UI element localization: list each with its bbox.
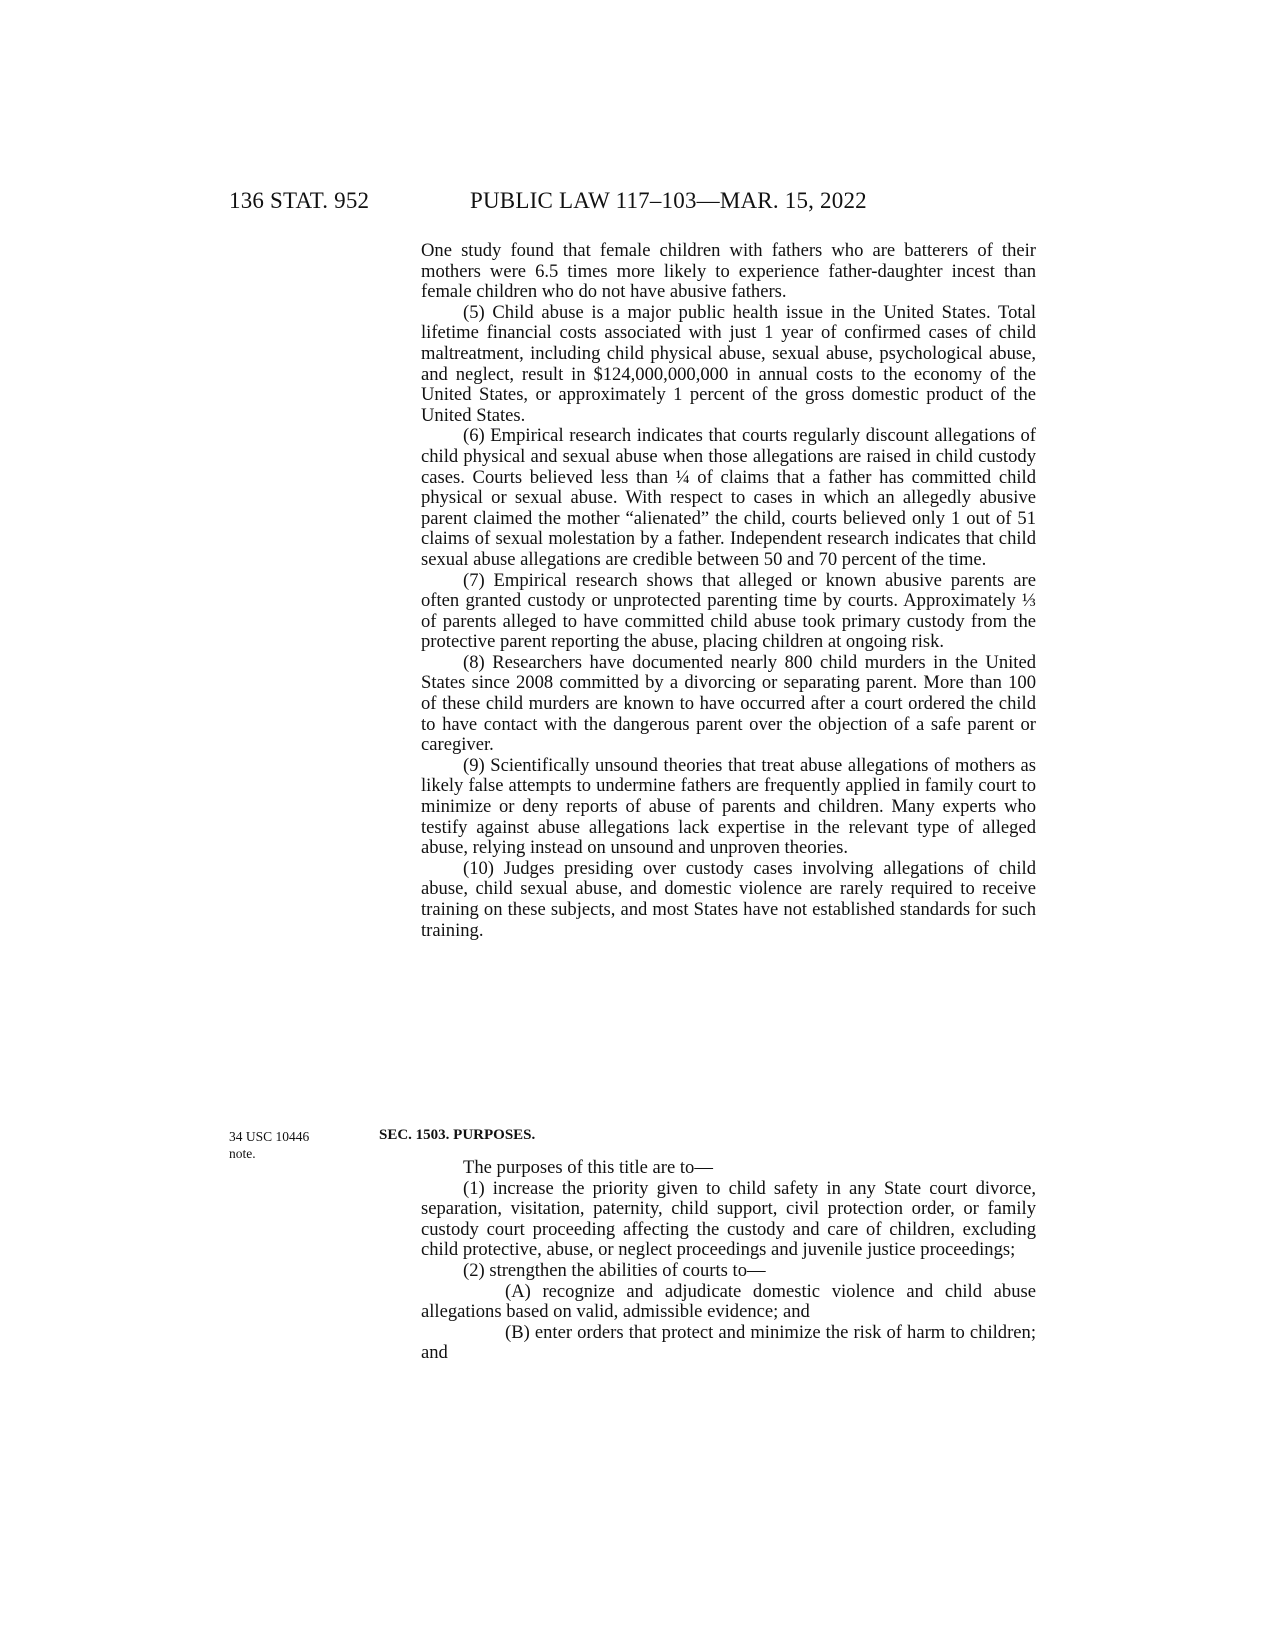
page-stat-reference: 136 STAT. 952 — [229, 188, 370, 213]
finding-9: (9) Scientifically unsound theories that treat abuse allegations of mothers as likely false attempts to undermine fathers are frequently applied in family court to minimize or deny reports of abuse of parents and children. Many experts who testify against abuse allegations lack expertise in the relevant type of alleged abuse, relying instead on unsound and unproven theories. — [421, 754, 1036, 859]
finding-6: (6) Empirical research indicates that courts regularly discount allegations of child physical and sexual abuse when those allegations are raised in child custody cases. Courts believed less than ¼ of claims that a father has committed child physical or sexual abuse. With respect to cases in which an allegedly abusive parent claimed the mother “alienated” the child, courts believed only 1 out of 51 claims of sexual molestation by a father. Independent research indicates that child sexual abuse allegations are credible between 50 and 70 percent of the time. — [421, 425, 1036, 570]
purposes-body — [421, 1158, 1036, 1364]
finding-7: (7) Empirical research shows that alleged or known abusive parents are often granted custody or unprotected parenting time by courts. Approximately ⅓ of parents alleged to have committed child abuse took primary custody from the protective parent reporting the abuse, placing children at ongoing risk. — [421, 569, 1036, 653]
margin-note-label: note. — [229, 1146, 256, 1161]
margin-note-citation: 34 USC 10446 — [229, 1129, 310, 1144]
purpose-2a: (A) recognize and adjudicate domestic violence and child abuse allegations based on valid, admissible evidence; and — [421, 1280, 1036, 1323]
section-heading: SEC. 1503. PURPOSES. — [379, 1127, 536, 1143]
purpose-2: (2) strengthen the abilities of courts to— — [463, 1259, 766, 1281]
finding-continuation: One study found that female children with fathers who are batterers of their mothers were 6.5 times more likely to experience father-daughter incest than female children who do not have abusive fathers. — [421, 240, 1036, 303]
finding-5: (5) Child abuse is a major public health issue in the United States. Total lifetime financial costs associated with just 1 year of confirmed cases of child maltreatment, including child physical abuse, sexual abuse, psychological abuse, and neglect, result in $124,000,000,000 in annual costs to the economy of the United States, or approximately 1 percent of the gross domestic product of the United States. — [421, 301, 1036, 426]
purpose-1: (1) increase the priority given to child safety in any State court divorce, separation, visitation, paternity, child support, civil protection order, or family custody court proceeding affecting the custody and care of children, excluding child protective, abuse, or neglect proceedings and juvenile justice proceedings; — [421, 1177, 1036, 1261]
margin-note — [229, 1128, 309, 1162]
purposes-intro: The purposes of this title are to— — [463, 1157, 713, 1178]
finding-10: (10) Judges presiding over custody cases involving allegations of child abuse, child sexual abuse, and domestic violence are rarely required to receive training on these subjects, and most States have not established standards for such training. — [421, 857, 1036, 941]
findings-body — [421, 241, 1036, 941]
page-title: PUBLIC LAW 117–103—MAR. 15, 2022 — [470, 188, 867, 213]
finding-8: (8) Researchers have documented nearly 800 child murders in the United States since 2008 committed by a divorcing or separating parent. More than 100 of these child murders are known to have occurred after a court ordered the child to have contact with the dangerous parent over the objection of a safe parent or caregiver. — [421, 651, 1036, 756]
purpose-2b: (B) enter orders that protect and minimize the risk of harm to children; and — [421, 1321, 1036, 1364]
